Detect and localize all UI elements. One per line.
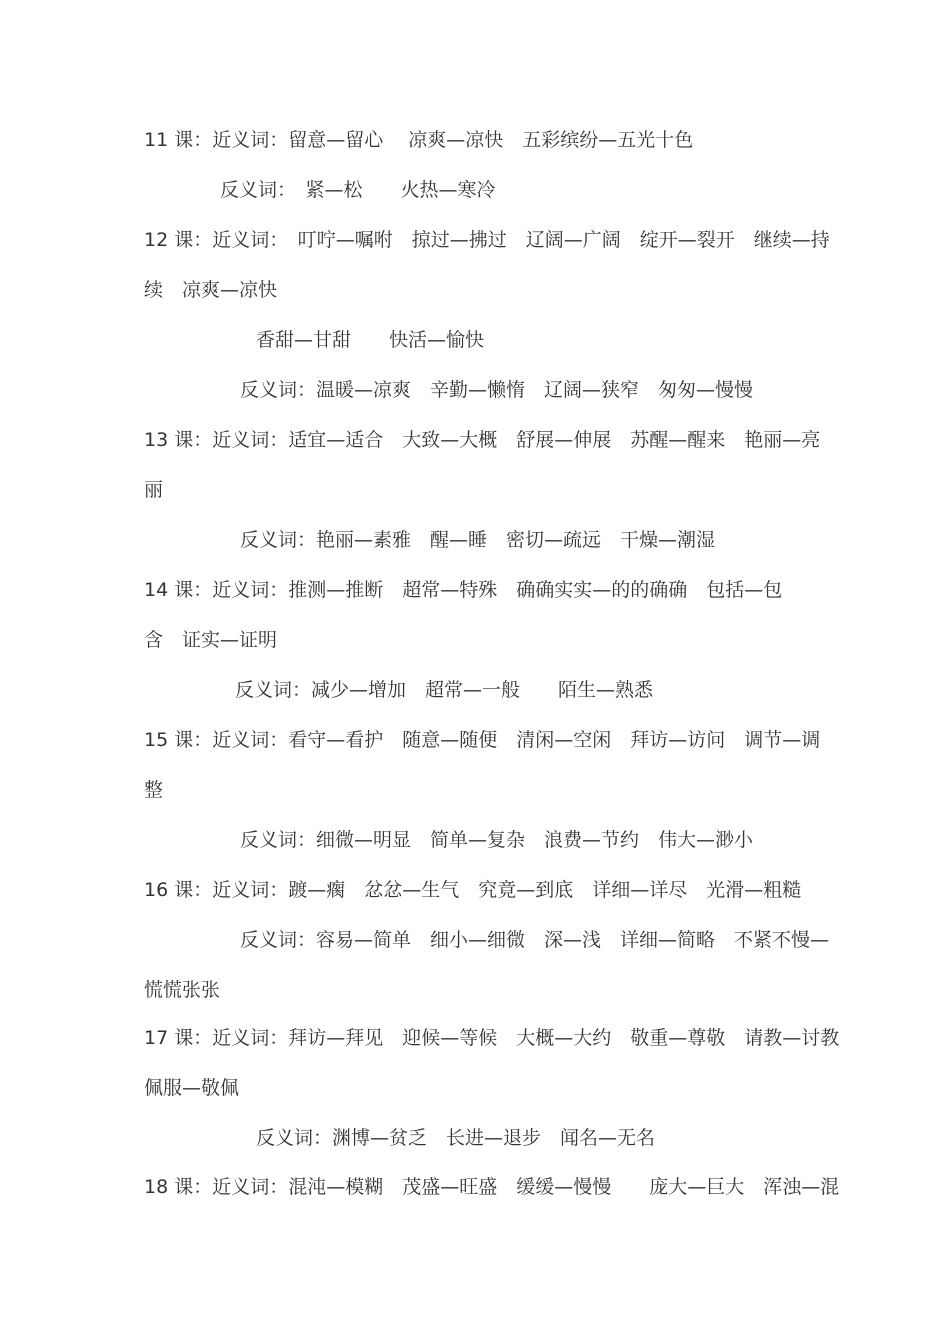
lesson-11-synonyms-line: 11 课：近义词：留意—留心 凉爽—凉快 五彩缤纷—五光十色 — [144, 129, 694, 151]
lesson-18-synonyms-line: 18 课：近义词：混沌—模糊 茂盛—旺盛 缓缓—慢慢 庞大—巨大 浑浊—混 — [144, 1176, 840, 1198]
lesson-14-synonyms-continued-line: 含 证实—证明 — [144, 629, 278, 651]
lesson-12-antonyms-line: 反义词：温暖—凉爽 辛勤—懒惰 辽阔—狭窄 匆匆—慢慢 — [240, 379, 754, 401]
lesson-17-synonyms-line: 17 课：近义词：拜访—拜见 迎候—等候 大概—大约 敬重—尊敬 请教—讨教 — [144, 1027, 840, 1049]
lesson-16-antonyms-line: 反义词：容易—简单 细小—细微 深—浅 详细—简略 不紧不慢— — [240, 929, 830, 951]
lesson-13-antonyms-line: 反义词：艳丽—素雅 醒—睡 密切—疏远 干燥—潮湿 — [240, 529, 716, 551]
lesson-13-synonyms-line: 13 课：近义词：适宜—适合 大致—大概 舒展—伸展 苏醒—醒来 艳丽—亮 — [144, 429, 821, 451]
lesson-12-synonyms-line: 12 课：近义词： 叮咛—嘱咐 掠过—拂过 辽阔—广阔 绽开—裂开 继续—持 — [144, 229, 830, 251]
lesson-12-synonyms-extra-line: 香甜—甘甜 快活—愉快 — [256, 329, 485, 351]
lesson-17-antonyms-line: 反义词：渊博—贫乏 长进—退步 闻名—无名 — [256, 1127, 656, 1149]
lesson-15-synonyms-continued-line: 整 — [144, 779, 164, 801]
lesson-14-antonyms-line: 反义词：减少—增加 超常—一般 陌生—熟悉 — [235, 679, 654, 701]
lesson-14-synonyms-line: 14 课：近义词：推测—推断 超常—特殊 确确实实—的的确确 包括—包 — [144, 579, 783, 601]
lesson-12-synonyms-continued-line: 续 凉爽—凉快 — [144, 279, 278, 301]
lesson-15-antonyms-line: 反义词：细微—明显 简单—复杂 浪费—节约 伟大—渺小 — [240, 829, 754, 851]
lesson-15-synonyms-line: 15 课：近义词：看守—看护 随意—随便 清闲—空闲 拜访—访问 调节—调 — [144, 729, 821, 751]
lesson-11-antonyms-line: 反义词： 紧—松 火热—寒冷 — [220, 179, 496, 201]
lesson-17-synonyms-continued-line: 佩服—敬佩 — [144, 1077, 240, 1099]
lesson-13-synonyms-continued-line: 丽 — [144, 479, 164, 501]
lesson-16-synonyms-line: 16 课：近义词：踱—瘸 忿忿—生气 究竟—到底 详细—详尽 光滑—粗糙 — [144, 879, 802, 901]
lesson-16-antonyms-continued-line: 慌慌张张 — [144, 979, 221, 1001]
